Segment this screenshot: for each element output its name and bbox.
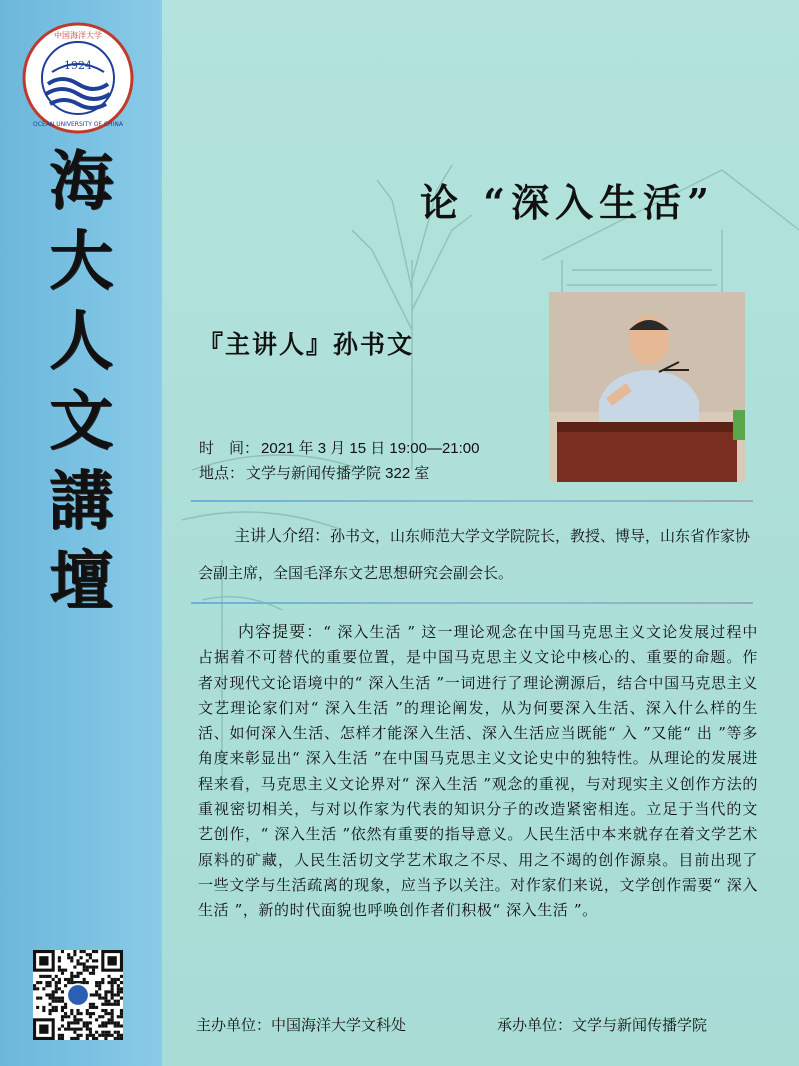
bio-label: 主讲人介绍： <box>234 528 331 545</box>
sidebar <box>0 0 162 1066</box>
university-logo <box>22 22 134 134</box>
logo-top-text: 中国海洋大学 <box>54 31 102 40</box>
series-char: 人 <box>49 304 113 379</box>
divider-middle <box>191 602 753 604</box>
place-value: 文学与新闻传播学院 322 室 <box>246 465 430 482</box>
qr-code <box>33 950 123 1040</box>
content-abstract <box>198 620 758 924</box>
logo-bottom-text: OCEAN UNIVERSITY OF CHINA <box>33 121 123 128</box>
time-label: 时 间： <box>199 440 260 457</box>
organizer-unit: 承办单位：文学与新闻传播学院 <box>497 1016 708 1034</box>
series-char: 大 <box>49 224 113 299</box>
series-char: 海 <box>49 144 113 219</box>
lecture-title: 论 “深入生活” <box>420 180 715 225</box>
series-title <box>0 142 162 622</box>
abstract-text: “ 深入生活 ” 这一理论观念在中国马克思主义文论发展过程中占据着不可替代的重要位置，是中国马克思主义文论中核心的、重要的命题。作者对现代文论语境中的“ 深入生活 ”一词进行了理论溯源后，结合中国马克思主义文艺理论家们对“ 深入生活 ”的理论阐发，从为何要深入生活、深入什么样的生活、如何深入生活、怎样才能深入生活、深入生活应当既能“ 入 ”又能“ 出 ”等多角度来彰显出“ 深入生活 ”在中国马克思主义文论史中的独特性。从理论的发展进程来看，马克思主义文论界对“ 深入生活 ”观念的重视，与对现实主义创作方法的重视密切相关，与对以作家为代表的知识分子的改造紧密相连。立足于当代的文艺创作，“ 深入生活 ”依然有重要的指导意义。人民生活中本来就存在着文学艺术原料的矿藏，人民生活切文学艺术取之不尽、用之不竭的创作源泉。目前出现了一些文学与生活疏离的现象，应当予以关注。对作家们来说，文学创作需要“ 深入生活 ”，新的时代面貌也呼唤创作者们积极“ 深入生活 ”。 <box>198 623 758 920</box>
host-unit: 主办单位：中国海洋大学文科处 <box>196 1016 407 1034</box>
series-char: 壇 <box>49 544 113 619</box>
abstract-label: 内容提要： <box>238 624 324 641</box>
logo-year: 1924 <box>64 59 92 72</box>
speaker-prefix: 『主讲人』 <box>198 330 334 359</box>
series-char: 講 <box>49 464 113 539</box>
time-value: 2021 年 3 月 15 日 19:00—21:00 <box>261 440 480 457</box>
event-time <box>199 437 482 458</box>
main-panel <box>162 0 799 1066</box>
speaker-bio <box>198 518 758 591</box>
speaker-photo <box>549 292 745 482</box>
divider-top <box>191 500 753 502</box>
event-place <box>199 462 431 483</box>
place-label: 地点： <box>199 465 245 482</box>
bio-text: 孙书文，山东师范大学文学院院长，教授、博导，山东省作家协会副主席，全国毛泽东文艺思想研究会副会长。 <box>198 527 751 582</box>
series-char: 文 <box>49 384 113 459</box>
speaker-name: 孙书文 <box>333 330 415 359</box>
speaker-line <box>198 325 414 361</box>
